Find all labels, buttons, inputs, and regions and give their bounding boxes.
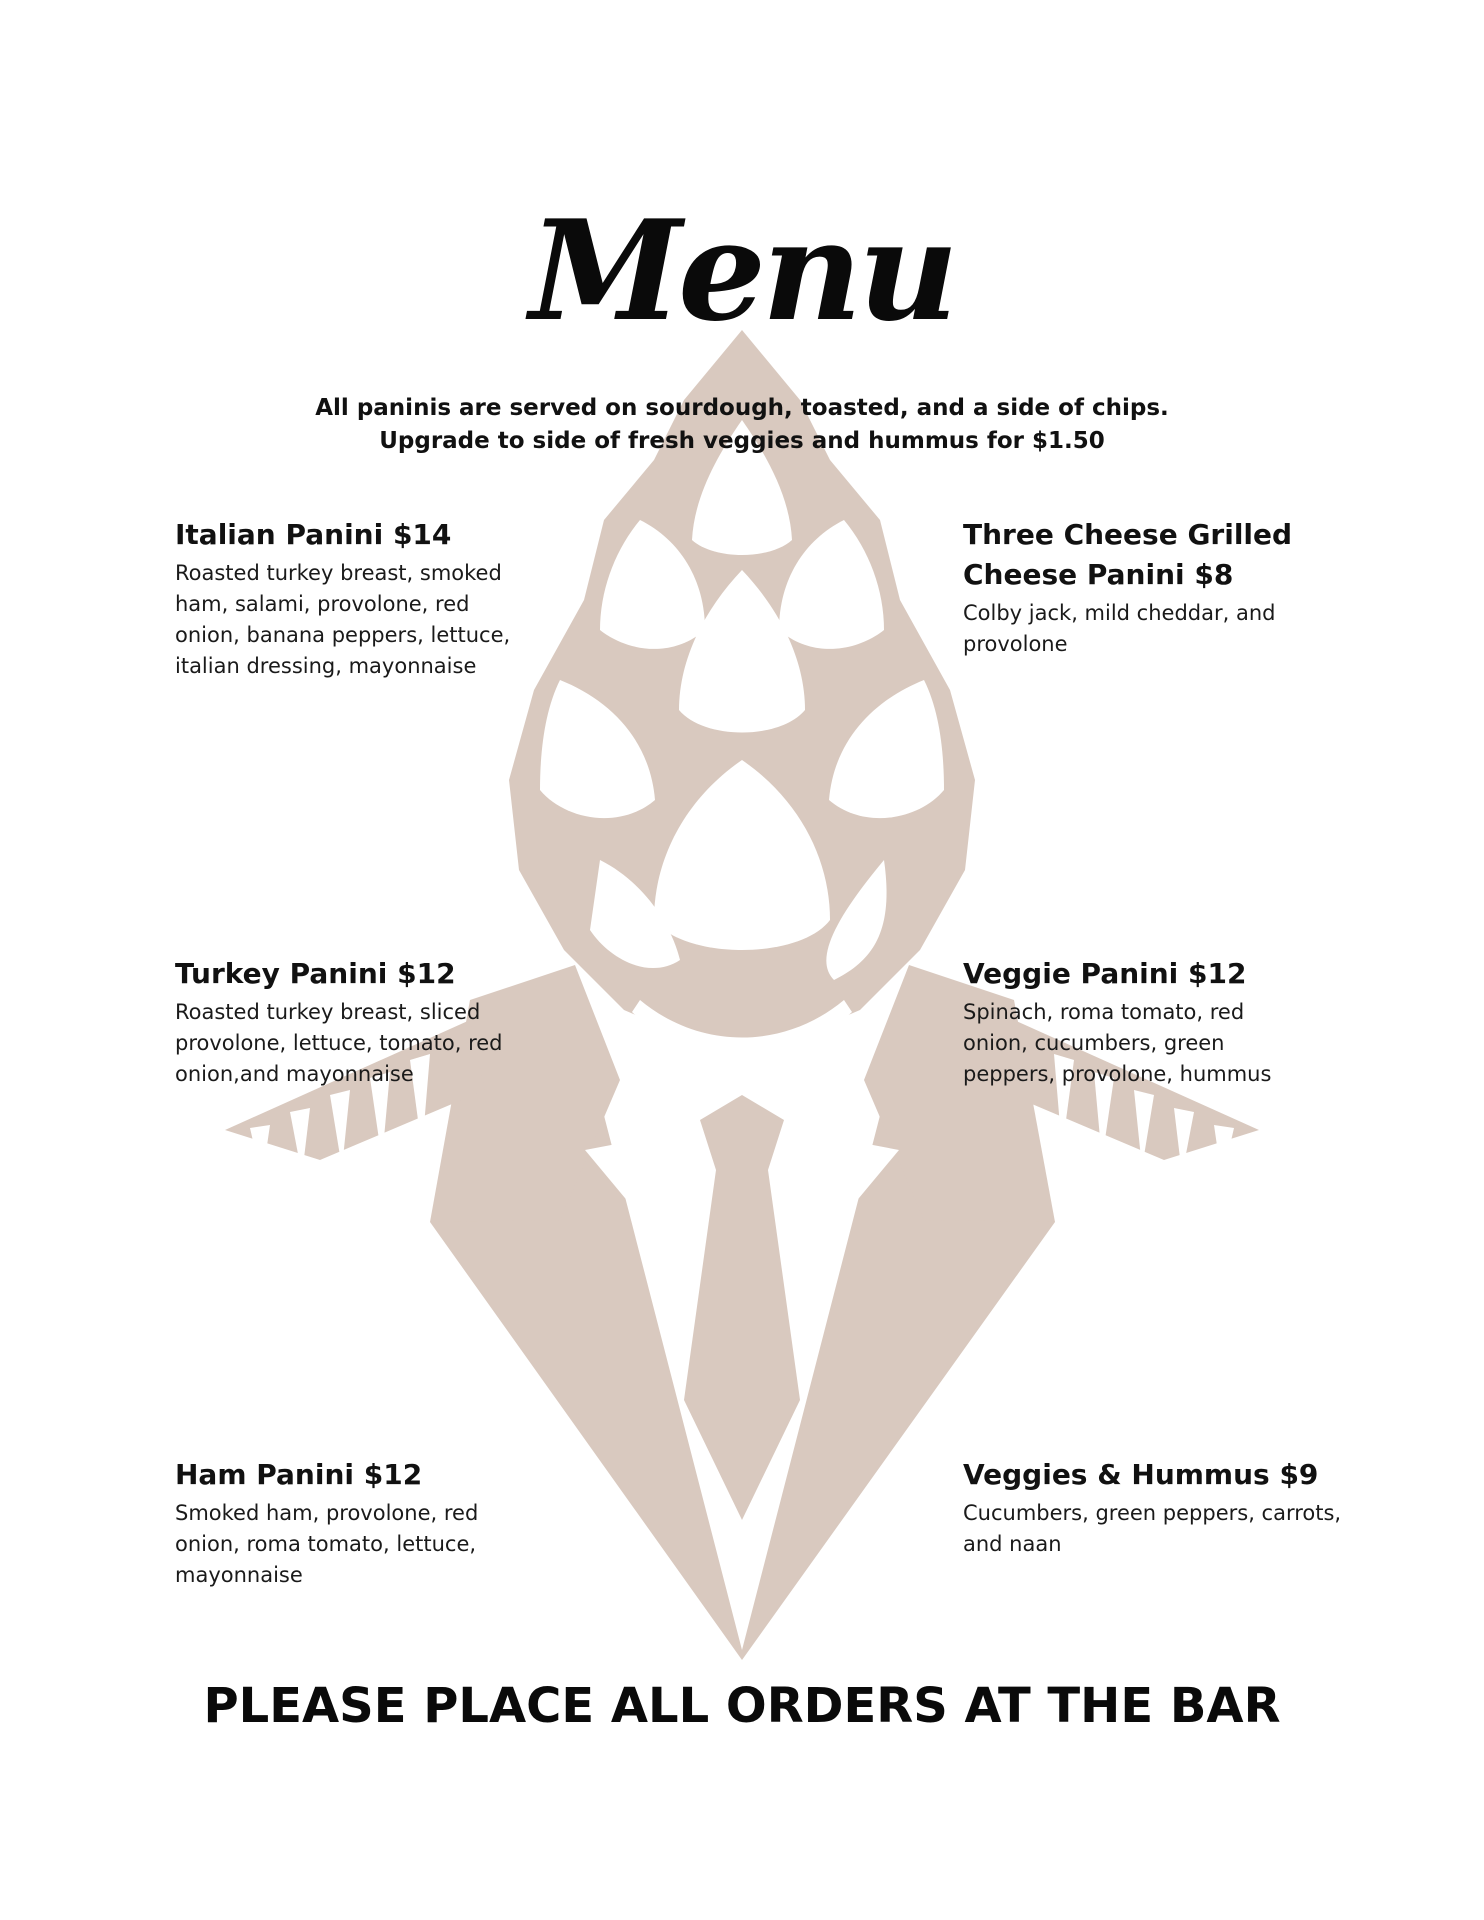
menu-item-description: Colby jack, mild cheddar, and provolone (963, 601, 1276, 656)
menu-item-veggies-and-hummus (963, 1455, 1363, 1560)
menu-item-name: Veggie Panini $12 (963, 957, 1247, 990)
menu-item-turkey-panini (175, 954, 515, 1090)
menu-item-ham-panini (175, 1455, 515, 1591)
menu-item-description: Roasted turkey breast, smoked ham, salami, provolone, red onion, banana peppers, lettuce, italian dressing, mayonnaise (175, 561, 511, 678)
menu-item-name: Three Cheese Grilled Cheese Panini $8 (963, 518, 1293, 591)
menu-item-description: Spinach, roma tomato, red onion, cucumbers, green peppers, provolone, hummus (963, 1000, 1272, 1086)
menu-item-description: Roasted turkey breast, sliced provolone, lettuce, tomato, red onion,and mayonnaise (175, 1000, 503, 1086)
order-at-bar-notice: PLEASE PLACE ALL ORDERS AT THE BAR (203, 1678, 1281, 1734)
menu-item-veggie-panini (963, 954, 1303, 1090)
menu-item-name: Italian Panini $14 (175, 518, 452, 551)
menu-item-name: Turkey Panini $12 (175, 957, 456, 990)
menu-item-description: Cucumbers, green peppers, carrots, and naan (963, 1501, 1342, 1556)
menu-intro (0, 392, 1484, 458)
intro-line-1: All paninis are served on sourdough, toasted, and a side of chips. (315, 395, 1169, 421)
menu-item-name: Veggies & Hummus $9 (963, 1458, 1319, 1491)
intro-line-2: Upgrade to side of fresh veggies and hummus for $1.50 (379, 428, 1105, 454)
menu-item-three-cheese-panini (963, 515, 1303, 660)
menu-item-italian-panini (175, 515, 535, 682)
menu-item-name: Ham Panini $12 (175, 1458, 423, 1491)
menu-item-description: Smoked ham, provolone, red onion, roma tomato, lettuce, mayonnaise (175, 1501, 479, 1587)
menu-title: Menu (529, 189, 955, 352)
